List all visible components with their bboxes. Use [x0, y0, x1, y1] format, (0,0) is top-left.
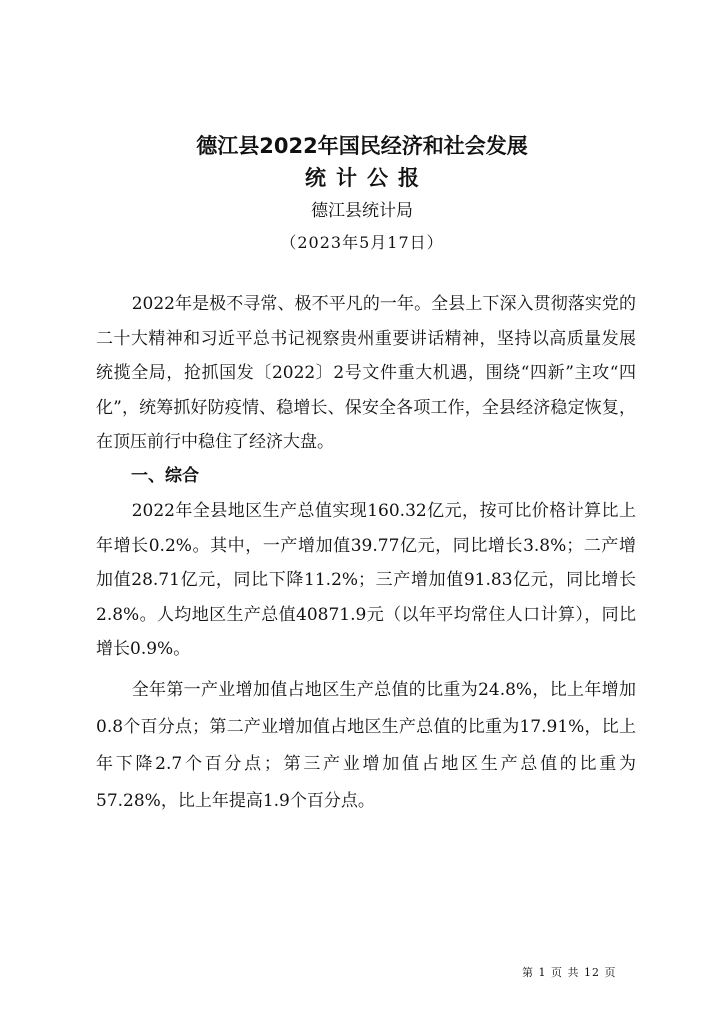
document-title: 德江县2022年国民经济和社会发展 — [196, 134, 528, 158]
section-paragraph-block-1 — [96, 494, 636, 667]
page-footer: 第 1 页 共 12 页 — [522, 966, 617, 979]
section-paragraph: 全年第一产业增加值占地区生产总值的比重为24.8%，比上年增加0.8个百分点；第二产业增加值占地区生产总值的比重为17.91%，比上年下降2.7个百分点；第三产业增加值占地区生产总值的比重为57.28%，比上年提高1.9个百分点。 — [96, 680, 636, 811]
intro-paragraph-block — [96, 287, 636, 460]
section-paragraph: 2022年全县地区生产总值实现160.32亿元，按可比价格计算比上年增长0.2%。其中，一产增加值39.77亿元，同比增长3.8%；二产增加值28.71亿元，同比下降11.2%；三产增加值91.83亿元，同比增长2.8%。人均地区生产总值40871.9元（以年平均常住人口计算），同比增长0.9%。 — [96, 501, 636, 659]
document-author: 德江县统计局 — [311, 201, 413, 221]
intro-paragraph: 2022年是极不寻常、极不平凡的一年。全县上下深入贯彻落实党的二十大精神和习近平总书记视察贵州重要讲话精神，坚持以高质量发展统揽全局，抢抓国发〔2022〕2号文件重大机遇，围绕“四新”主攻“四化”，统筹抓好防疫情、稳增长、保安全各项工作，全县经济稳定恢复，在顶压前行中稳住了经济大盘。 — [96, 294, 636, 452]
document-subtitle: 统计公报 — [305, 166, 429, 190]
section-paragraph-block-2 — [96, 672, 636, 820]
section-heading: 一、综合 — [131, 466, 199, 486]
document-date: （2023年5月17日） — [280, 233, 444, 252]
